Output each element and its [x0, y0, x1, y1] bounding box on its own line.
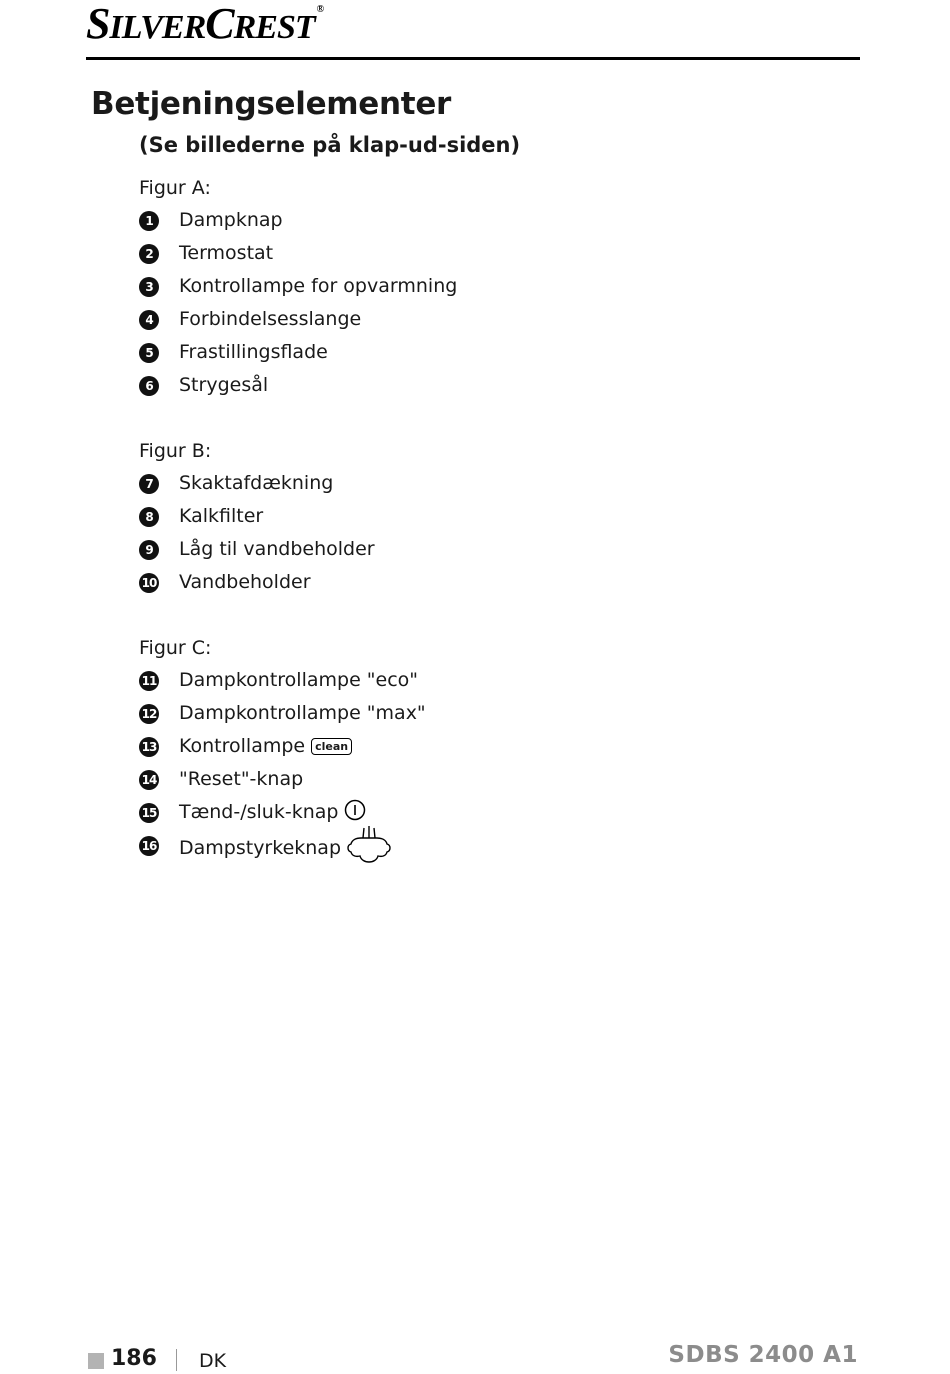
item-label: "Reset"-knap	[179, 768, 304, 790]
item-label: Tænd-/sluk-knap	[179, 801, 339, 823]
model-number: SDBS 2400 A1	[668, 1342, 858, 1368]
list-item	[139, 372, 269, 398]
item-number-badge: 8	[139, 507, 159, 527]
item-label: Kontrollampe for opvarmning	[179, 275, 458, 297]
item-label: Termostat	[179, 242, 274, 264]
header-divider	[86, 57, 860, 60]
footer-marker	[88, 1353, 104, 1369]
item-label: Dampkontrollampe "eco"	[179, 669, 419, 691]
item-number-badge: 9	[139, 540, 159, 560]
list-item	[139, 470, 334, 496]
item-number-badge: 3	[139, 277, 159, 297]
list-item	[139, 799, 339, 825]
item-label: Dampkontrollampe "max"	[179, 702, 426, 724]
list-item	[139, 273, 458, 299]
figure-a-label: Figur A:	[139, 177, 211, 199]
list-item	[139, 832, 342, 859]
list-item	[139, 536, 375, 562]
logo-text: ILVER	[109, 9, 206, 46]
logo-letter: S	[86, 0, 110, 48]
brand-logo	[86, 2, 324, 46]
list-item	[139, 766, 304, 792]
item-number-badge: 12	[139, 704, 159, 724]
list-item	[139, 207, 283, 233]
item-label-with-symbol	[179, 799, 366, 825]
item-number-badge: 13	[139, 737, 159, 757]
item-label: Strygesål	[179, 374, 269, 396]
page-subtitle: (Se billederne på klap-ud-siden)	[139, 133, 521, 157]
item-number-badge: 16	[139, 836, 159, 856]
item-number-badge: 14	[139, 770, 159, 790]
item-number-badge: 7	[139, 474, 159, 494]
item-number-badge: 1	[139, 211, 159, 231]
item-number-badge: 10	[139, 573, 159, 593]
list-item	[139, 569, 311, 595]
clean-symbol: clean	[311, 738, 352, 755]
item-label: Kontrollampe	[179, 735, 306, 757]
list-item	[139, 503, 264, 529]
item-label: Forbindelsesslange	[179, 308, 362, 330]
language-code: DK	[199, 1350, 227, 1372]
power-icon	[344, 799, 366, 821]
figure-c-label: Figur C:	[139, 637, 212, 659]
list-item	[139, 700, 426, 726]
item-number-badge: 5	[139, 343, 159, 363]
steam-icon	[346, 824, 392, 866]
item-label-with-symbol	[179, 824, 392, 866]
item-number-badge: 6	[139, 376, 159, 396]
list-item	[139, 339, 328, 365]
footer-divider	[176, 1349, 177, 1371]
item-label-with-symbol	[179, 733, 352, 759]
logo-letter: C	[205, 0, 234, 48]
logo-text: REST	[233, 9, 315, 46]
registered-mark: ®	[316, 4, 325, 15]
item-label: Dampstyrkeknap	[179, 837, 342, 859]
item-number-badge: 4	[139, 310, 159, 330]
list-item	[139, 240, 274, 266]
item-number-badge: 11	[139, 671, 159, 691]
item-number-badge: 2	[139, 244, 159, 264]
page-title: Betjeningselementer	[91, 86, 452, 122]
item-label: Skaktafdækning	[179, 472, 334, 494]
item-label: Vandbeholder	[179, 571, 311, 593]
figure-b-label: Figur B:	[139, 440, 212, 462]
item-number-badge: 15	[139, 803, 159, 823]
item-label: Dampknap	[179, 209, 283, 231]
item-label: Frastillingsflade	[179, 341, 328, 363]
item-label: Kalkfilter	[179, 505, 264, 527]
list-item	[139, 306, 362, 332]
item-label: Låg til vandbeholder	[179, 538, 375, 560]
list-item	[139, 733, 349, 759]
list-item	[139, 667, 419, 693]
page-number: 186	[111, 1346, 157, 1371]
